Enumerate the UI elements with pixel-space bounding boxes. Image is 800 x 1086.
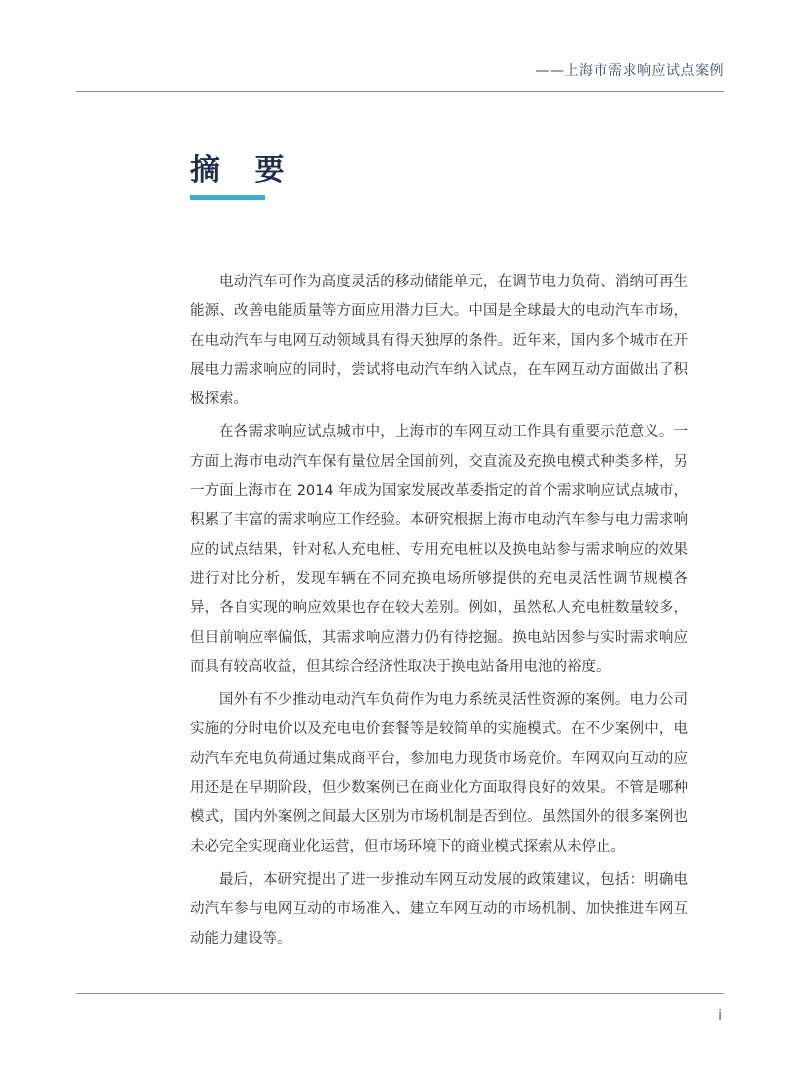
paragraph-3: 国外有不少推动电动汽车负荷作为电力系统灵活性资源的案例。电力公司实施的分时电价以及充电电价套餐等是较简单的实施模式。在不少案例中，电动汽车充电负荷通过集成商平台，参加电力现货市场竞价。车网双向互动的应用还是在早期阶段，但少数案例已在商业化方面取得良好的效果。不管是哪种模式，国内外案例之间最大区别为市场机制是否到位。虽然国外的很多案例也未必完全实现商业化运营，但市场环境下的商业模式探索从未停止。: [190, 692, 688, 855]
running-header: ——上海市需求响应试点案例: [535, 63, 724, 79]
abstract-body: [190, 268, 688, 958]
paragraph-1: 电动汽车可作为高度灵活的移动储能单元，在调节电力负荷、消纳可再生能源、改善电能质量等方面应用潜力巨大。中国是全球最大的电动汽车市场，在电动汽车与电网互动领域具有得天独厚的条件。近年来，国内多个城市在开展电力需求响应的同时，尝试将电动汽车纳入试点，在车网互动方面做出了积极探索。: [190, 274, 688, 408]
paragraph-2: 在各需求响应试点城市中，上海市的车网互动工作具有重要示范意义。一方面上海市电动汽车保有量位居全国前列，交直流及充换电模式种类多样，另一方面上海市在 2014 年成为国家发展改革委指定的首个需求响应试点城市，积累了丰富的需求响应工作经验。本研究根据上海市电动汽车参与电力需求响应的试点结果，针对私人充电桩、专用充电桩以及换电站参与需求响应的效果进行对比分析，发现车辆在不同充换电场所够提供的充电灵活性调节规模各异，各自实现的响应效果也存在较大差别。例如，虽然私人充电桩数量较多，但目前响应率偏低，其需求响应潜力仍有待挖掘。换电站因参与实时需求响应而具有较高收益，但其综合经济性取决于换电站备用电池的裕度。: [190, 424, 688, 675]
section-title: 摘 要: [190, 153, 297, 188]
title-underline: [190, 195, 265, 200]
paragraph-4: 最后，本研究提出了进一步推动车网互动发展的政策建议，包括：明确电动汽车参与电网互动的市场准入、建立车网互动的市场机制、加快推进车网互动能力建设等。: [190, 871, 688, 947]
footer-divider: [76, 993, 724, 994]
header-divider: [76, 91, 724, 92]
page-number: i: [718, 1008, 722, 1024]
